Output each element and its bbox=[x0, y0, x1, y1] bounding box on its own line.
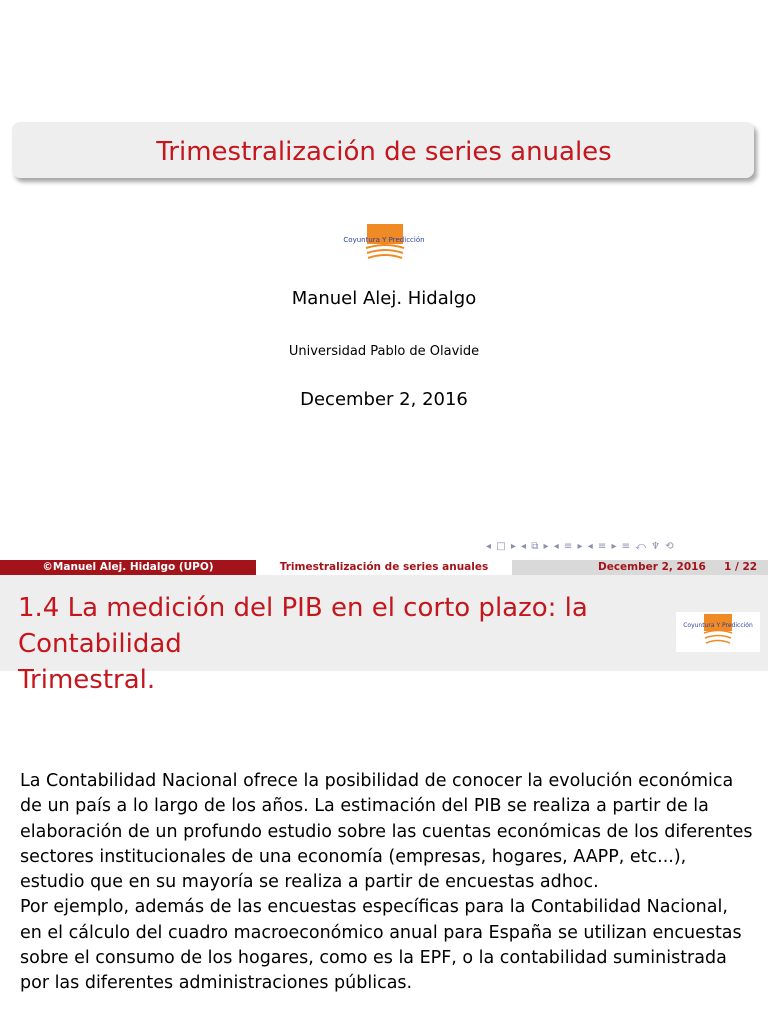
footer-right bbox=[512, 560, 768, 575]
footer-author: ©Manuel Alej. Hidalgo (UPO) bbox=[0, 560, 256, 575]
footer-date: December 2, 2016 bbox=[598, 561, 706, 573]
footer-page-number: 1 / 22 bbox=[724, 561, 758, 573]
beamer-navigation-bar[interactable]: ◂ □ ▸ ◂ ⧉ ▸ ◂ ≡ ▸ ◂ ≡ ▸ ≡ ⤺ ♆ ⟲ bbox=[486, 541, 675, 552]
logo-label-small: Coyuntura Y Predicción bbox=[683, 622, 753, 629]
slide-title: Trimestralización de series anuales bbox=[156, 137, 612, 167]
author-name: Manuel Alej. Hidalgo bbox=[291, 288, 477, 309]
logo-label: Coyuntura Y Predicción bbox=[343, 236, 425, 244]
institution: Universidad Pablo de Olavide bbox=[288, 344, 480, 359]
footer-title: Trimestralización de series anuales bbox=[256, 560, 512, 575]
coyuntura-logo-small bbox=[676, 612, 760, 652]
frame-title: 1.4 La medición del PIB en el corto plazo: la Contabilidad Trimestral. bbox=[18, 593, 588, 695]
presentation-date: December 2, 2016 bbox=[300, 389, 468, 410]
coyuntura-logo bbox=[336, 222, 432, 264]
footer-bar bbox=[0, 560, 768, 575]
body-paragraph: La Contabilidad Nacional ofrece la posibilidad de conocer la evolución económica de un país a lo largo de los años. La estimación del PIB se realiza a partir de la elaboración de un profundo estudio sobre las cuentas económicas de los diferentes sectores institucionales de una economía (empresas, hogares, AAPP, etc...), estudio que en su mayoría se realiza a partir de encuestas adhoc. Por ejemplo, además de las encuestas específicas para la Contabilidad Nacional, en el cálculo del cuadro macroeconómico anual para España se utilizan encuestas sobre el consumo de los hogares, como es la EPF, o la contabilidad suministrada por las diferentes administraciones públicas. bbox=[20, 771, 753, 994]
